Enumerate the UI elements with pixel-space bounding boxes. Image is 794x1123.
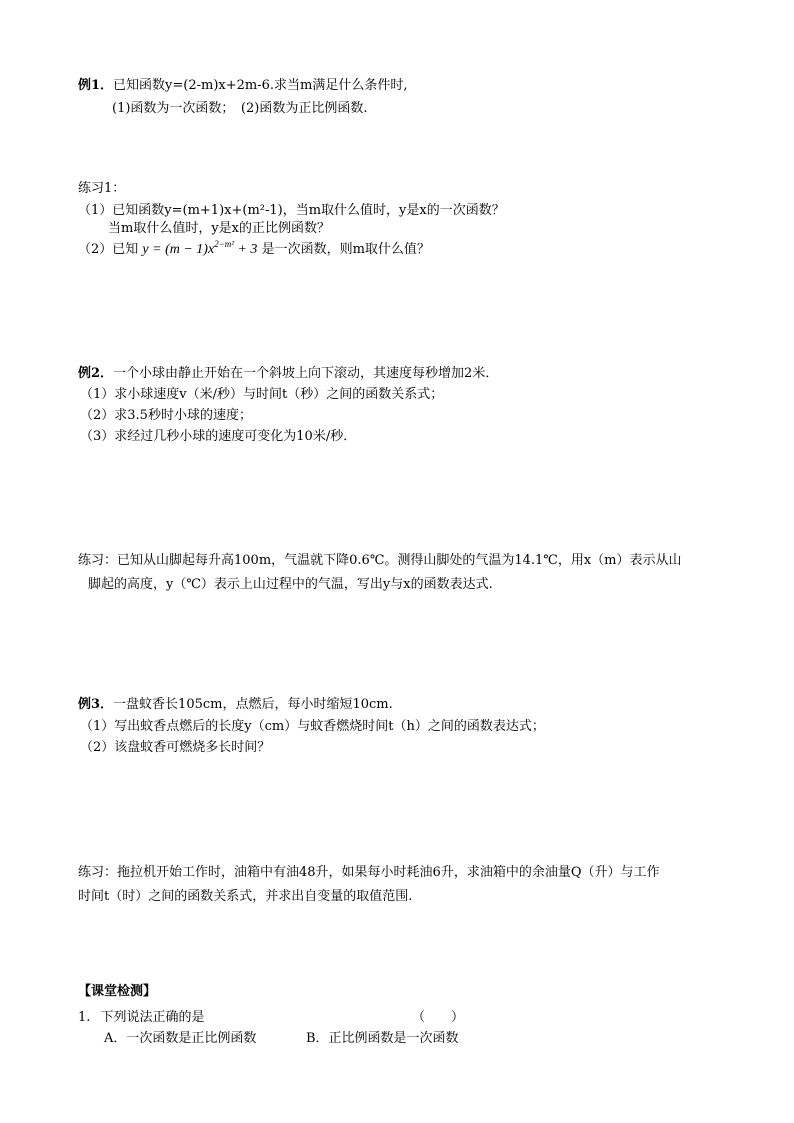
check-question-1-text: 下列说法正确的是	[100, 1010, 205, 1025]
example-3	[78, 696, 393, 714]
practice-2-line-2: 脚起的高度，y（℃）表示上山过程中的气温，写出y与x的函数表达式.	[88, 577, 493, 592]
example-3-label: 例3．	[78, 697, 114, 712]
example-1-label: 例1．	[78, 78, 114, 93]
example-2-item-1: （1）求小球速度v（米/秒）与时间t（秒）之间的函数关系式；	[80, 387, 444, 402]
practice-3-line-2: 时间t（时）之间的函数关系式，并求出自变量的取值范围.	[78, 889, 413, 904]
practice-1-question-1: （1）已知函数y=(m+1)x+(m²-1)，当m取什么值时，y是x的一次函数？	[78, 203, 505, 218]
example-2	[78, 365, 498, 383]
practice-1-heading: 练习1：	[78, 181, 126, 196]
example-1-text: 已知函数y=(2-m)x+2m-6.求当m满足什么条件时,	[113, 78, 408, 93]
answer-paren: （ ）	[412, 1010, 465, 1025]
practice-1-question-2	[78, 241, 430, 259]
practice-1-formula: $y = (m - 1)x^{2-m^2} + 3$	[142, 239, 258, 257]
example-2-label: 例2．	[78, 366, 114, 381]
example-1-subparts: (1)函数为一次函数； (2)函数为正比例函数.	[112, 101, 368, 116]
practice-1-question-1b: 当m取什么值时，y是x的正比例函数？	[108, 221, 331, 236]
practice-2-line-1: 练习：已知从山脚起每升高100m，气温就下降0.6℃。测得山脚处的气温为14.1℃，用x（m）表示从山	[78, 553, 682, 568]
example-3-text: 一盘蚊香长105cm，点燃后，每小时缩短10cm.	[113, 697, 393, 712]
check-question-1-number: 1.	[78, 1010, 91, 1025]
practice-1-question-2-prefix: （2）已知	[78, 242, 139, 257]
example-3-item-1: （1）写出蚊香点燃后的长度y（cm）与蚊香燃烧时间t（h）之间的函数表达式；	[80, 719, 545, 734]
example-2-text: 一个小球由静止开始在一个斜坡上向下滚动，其速度每秒增加2米．	[113, 366, 499, 381]
practice-3-line-1: 练习：拖拉机开始工作时，油箱中有油48升，如果每小时耗油6升，求油箱中的余油量Q（升）与工作	[78, 865, 660, 880]
option-a: A．一次函数是正比例函数	[104, 1031, 257, 1046]
example-2-item-2: （2）求3.5秒时小球的速度；	[80, 408, 252, 423]
practice-1-question-2-suffix: 是一次函数，则m取什么值？	[261, 242, 430, 257]
example-2-item-3: （3）求经过几秒小球的速度可变化为10米/秒．	[80, 429, 357, 444]
check-question-1	[78, 1009, 205, 1027]
example-3-item-2: （2）该盘蚊香可燃烧多长时间？	[80, 740, 271, 755]
classroom-check-heading: 【课堂检测】	[78, 984, 157, 999]
example-1	[78, 77, 408, 95]
option-b: B．正比例函数是一次函数	[306, 1031, 459, 1046]
